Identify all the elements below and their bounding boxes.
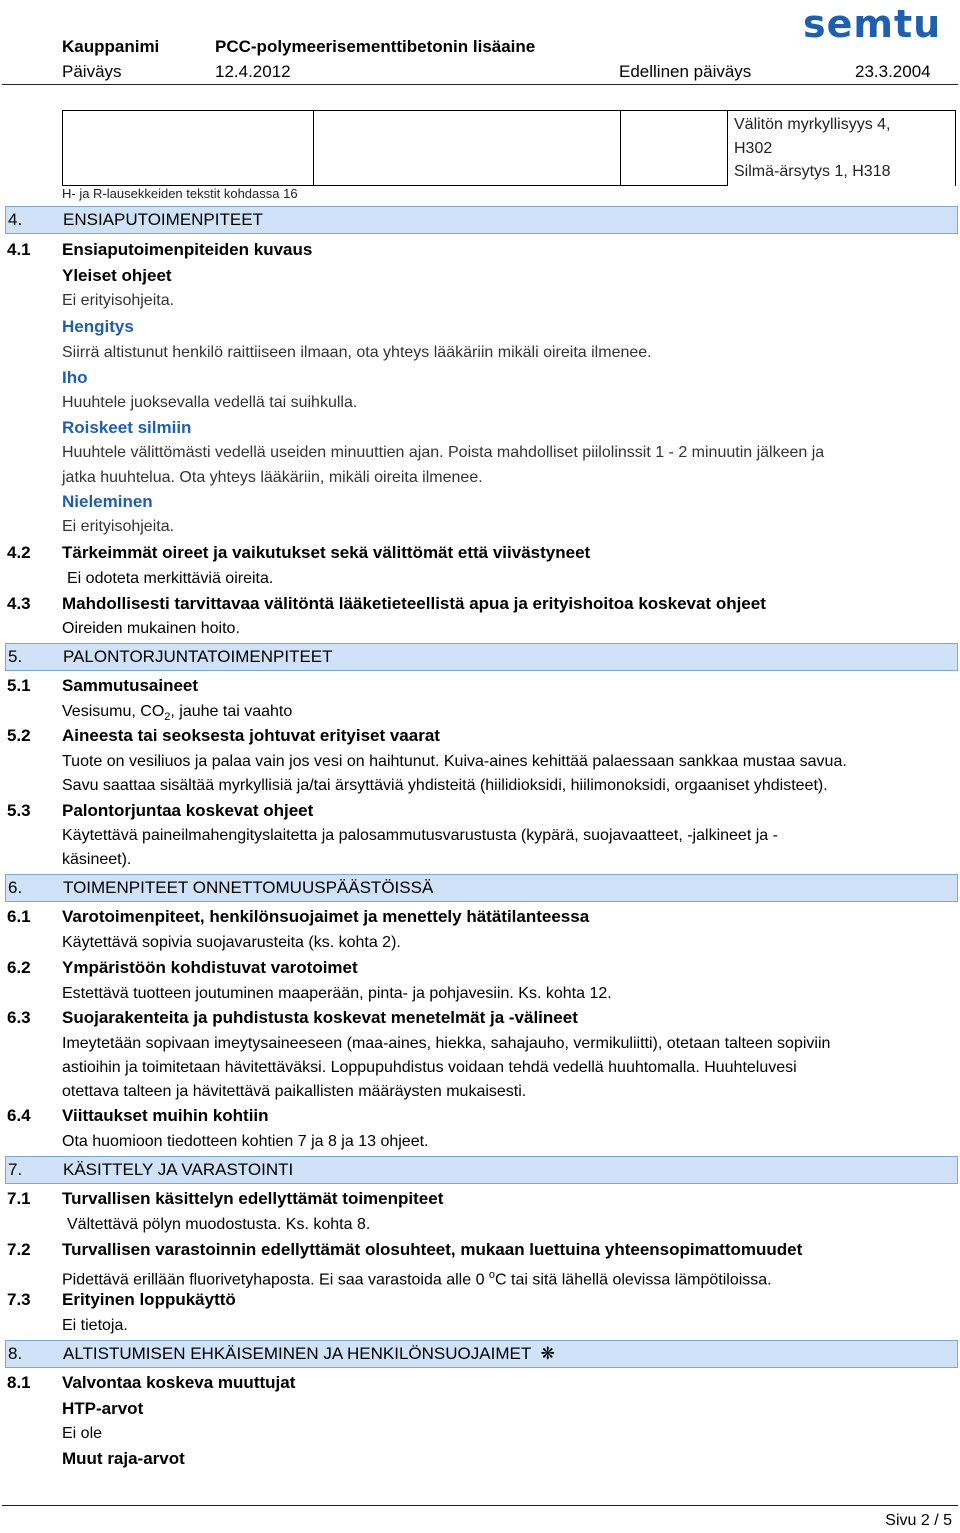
subsection-number: 8.1 — [7, 1373, 31, 1392]
section-title-text: ALTISTUMISEN EHKÄISEMINEN JA HENKILÖNSUOJAIMET — [63, 1344, 532, 1363]
section-7-header — [5, 1156, 958, 1184]
section-8-header — [5, 1340, 958, 1368]
subsection-title: Erityinen loppukäyttö — [62, 1290, 236, 1309]
htp-heading: HTP-arvot — [62, 1399, 144, 1418]
subsection-6-3-text-2: astioihin ja toimitetaan hävitettäväksi. Loppupuhdistus voidaan tehdä vedellä huuhtomalla. Huuhteluvesi — [62, 1059, 797, 1076]
subsection-6-2-text: Estettävä tuotteen joutuminen maaperään, pinta- ja pohjavesiin. Ks. kohta 12. — [62, 985, 612, 1002]
section-number: 8. — [8, 1344, 23, 1363]
asterisk-icon: ❋ — [540, 1344, 555, 1364]
classification-line: Silmä-ärsytys 1, H318 — [734, 163, 891, 181]
skin-text: Huuhtele juoksevalla vedellä tai suihkulla. — [62, 394, 358, 411]
subsection-number: 7.2 — [7, 1240, 31, 1259]
header-divider — [2, 84, 958, 85]
subsection-5-2-text-2: Savu saattaa sisältää myrkyllisiä ja/tai ärsyttäviä yhdisteitä (hiilidioksidi, hiilimonoksidi, orgaaniset yhdisteet). — [62, 777, 828, 794]
subsection-title: Viittaukset muihin kohtiin — [62, 1106, 269, 1125]
subsection-title: Turvallisen käsittelyn edellyttämät toimenpiteet — [62, 1189, 444, 1208]
general-text: Ei erityisohjeita. — [62, 292, 175, 309]
classification-text — [734, 113, 891, 184]
swallow-heading: Nieleminen — [62, 492, 153, 511]
eyes-text-2: jatka huuhtelua. Ota yhteys lääkäriin, mikäli oireita ilmenee. — [62, 469, 483, 486]
subsection-7-1-text: Vältettävä pölyn muodostusta. Ks. kohta 8. — [67, 1216, 371, 1233]
section-number: 6. — [8, 878, 23, 897]
breathing-heading: Hengitys — [62, 317, 134, 336]
classification-line: H302 — [734, 139, 773, 157]
skin-heading: Iho — [62, 368, 88, 387]
subsection-6-1-text: Käytettävä sopivia suojavarusteita (ks. kohta 2). — [62, 934, 401, 951]
subsection-4-3-text: Oireiden mukainen hoito. — [62, 620, 240, 637]
subsection-title: Sammutusaineet — [62, 676, 199, 695]
eyes-heading: Roiskeet silmiin — [62, 418, 192, 437]
date-label: Päiväys — [62, 62, 122, 81]
table-cell — [620, 110, 728, 186]
text-part: C tai sitä lähellä olevissa lämpötiloissa. — [495, 1271, 772, 1289]
subsection-title: Turvallisen varastoinnin edellyttämät olosuhteet, mukaan luettuina yhteensopimattomuudet — [62, 1240, 803, 1259]
text-part: Vesisumu, CO — [62, 703, 165, 720]
subsection-5-3-text-1: Käytettävä paineilmahengityslaitetta ja palosammutusvarustusta (kypärä, suojavaatteet, -jalkineet ja - — [62, 827, 778, 844]
subsection-title: Mahdollisesti tarvittavaa välitöntä lääketieteellistä apua ja erityishoitoa koskevat ohjeet — [62, 594, 766, 613]
subsection-title: Suojarakenteita ja puhdistusta koskevat menetelmät ja -välineet — [62, 1008, 578, 1027]
eyes-text-1: Huuhtele välittömästi vedellä useiden minuuttien ajan. Poista mahdolliset piilolinssit 1 - 2 minuutin jälkeen ja — [62, 444, 825, 461]
page-number: Sivu 2 / 5 — [885, 1512, 952, 1529]
subsection-number: 5.2 — [7, 726, 31, 745]
subsection-number: 4.2 — [7, 543, 31, 562]
section-5-header — [5, 643, 958, 671]
product-name: PCC-polymeerisementtibetonin lisäaine — [215, 37, 536, 56]
date-value: 12.4.2012 — [215, 62, 291, 81]
classification-line: Välitön myrkyllisyys 4, — [734, 116, 891, 133]
table-cell — [313, 110, 621, 186]
subsection-number: 6.1 — [7, 907, 31, 926]
section-6-header — [5, 874, 958, 902]
subsection-title: Palontorjuntaa koskevat ohjeet — [62, 801, 314, 820]
subsection-6-4-text: Ota huomioon tiedotteen kohtien 7 ja 8 ja 13 ohjeet. — [62, 1133, 429, 1150]
general-heading: Yleiset ohjeet — [62, 266, 172, 285]
subsection-title: Aineesta tai seoksesta johtuvat erityiset vaarat — [62, 726, 440, 745]
subsection-6-3-text-3: otettava talteen ja hävitettävä paikallisten määräysten mukaisesti. — [62, 1083, 527, 1100]
subsection-7-3-text: Ei tietoja. — [62, 1317, 128, 1334]
subsection-7-2-text — [62, 1264, 772, 1291]
subsection-title: Ympäristöön kohdistuvat varotoimet — [62, 958, 358, 977]
subsection-title: Valvontaa koskeva muuttujat — [62, 1373, 296, 1392]
section-title: ENSIAPUTOIMENPITEET — [63, 210, 263, 229]
table-note: H- ja R-lausekkeiden tekstit kohdassa 16 — [62, 186, 298, 201]
swallow-text: Ei erityisohjeita. — [62, 518, 175, 535]
prev-date-value: 23.3.2004 — [855, 62, 931, 81]
subsection-title: Tärkeimmät oireet ja vaikutukset sekä välittömät että viivästyneet — [62, 543, 591, 562]
subsection-number: 5.1 — [7, 676, 31, 695]
subsection-6-3-text-1: Imeytetään sopivaan imeytysaineeseen (maa-aines, hiekka, sahajauho, vermikuliitti), otetaan talteen sopiviin — [62, 1035, 831, 1052]
footer-divider — [2, 1505, 958, 1506]
section-number: 7. — [8, 1160, 23, 1179]
other-limits-heading: Muut raja-arvot — [62, 1449, 185, 1468]
superscript: o — [488, 1269, 496, 1281]
prev-date-label: Edellinen päiväys — [619, 62, 752, 81]
subsection-4-2-text: Ei odoteta merkittäviä oireita. — [67, 570, 274, 587]
subsection-title: Ensiaputoimenpiteiden kuvaus — [62, 240, 313, 259]
subsection-number: 7.3 — [7, 1290, 31, 1309]
section-title: PALONTORJUNTATOIMENPITEET — [63, 647, 333, 666]
section-title: TOIMENPITEET ONNETTOMUUSPÄÄSTÖISSÄ — [63, 878, 434, 897]
table-cell — [62, 110, 314, 186]
subscript: 2 — [164, 711, 171, 724]
subsection-number: 7.1 — [7, 1189, 31, 1208]
section-number: 4. — [8, 210, 23, 229]
subsection-5-3-text-2: käsineet). — [62, 851, 132, 868]
semtu-logo: semtu — [803, 2, 942, 46]
subsection-title: Varotoimenpiteet, henkilönsuojaimet ja menettely hätätilanteessa — [62, 907, 590, 926]
subsection-number: 4.3 — [7, 594, 31, 613]
section-number: 5. — [8, 647, 23, 666]
text-part: , jauhe tai vaahto — [170, 703, 293, 720]
subsection-number: 6.4 — [7, 1106, 31, 1125]
subsection-number: 6.2 — [7, 958, 31, 977]
section-title: KÄSITTELY JA VARASTOINTI — [63, 1160, 294, 1179]
breathing-text: Siirrä altistunut henkilö raittiiseen ilmaan, ota yhteys lääkäriin mikäli oireita ilmenee. — [62, 344, 652, 361]
subsection-number: 4.1 — [7, 240, 31, 259]
section-4-header — [5, 206, 958, 234]
section-title — [63, 1341, 555, 1367]
text-part: Pidettävä erillään fluorivetyhaposta. Ei saa varastoida alle 0 — [62, 1271, 489, 1289]
product-label: Kauppanimi — [62, 37, 160, 56]
htp-text: Ei ole — [62, 1425, 103, 1442]
subsection-5-2-text-1: Tuote on vesiliuos ja palaa vain jos vesi on haihtunut. Kuiva-aines kehittää palaessaan sankkaa mustaa savua. — [62, 753, 847, 770]
subsection-number: 6.3 — [7, 1008, 31, 1027]
subsection-number: 5.3 — [7, 801, 31, 820]
